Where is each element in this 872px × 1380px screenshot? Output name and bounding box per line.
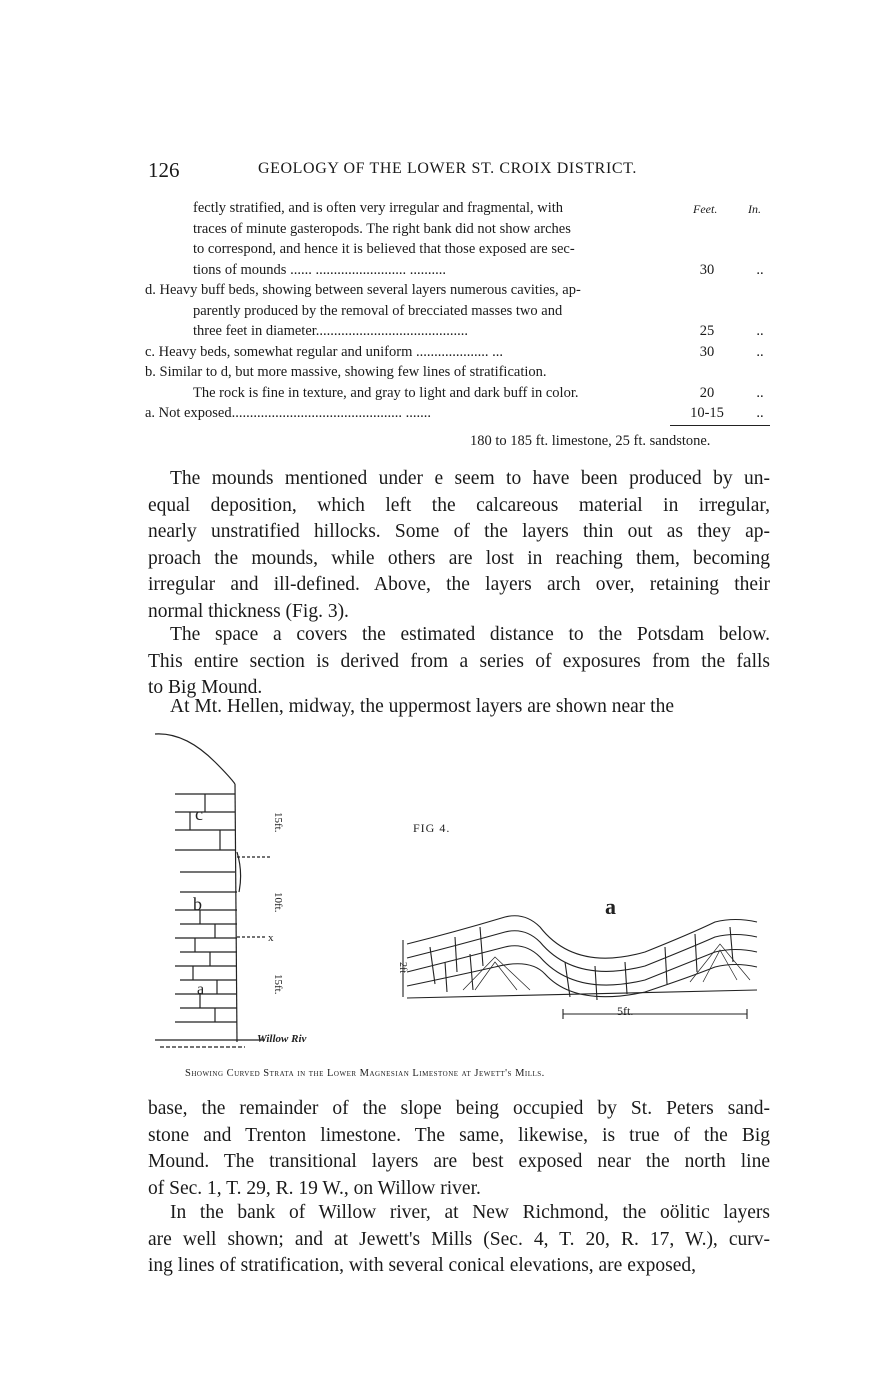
paragraph-line: In the bank of Willow river, at New Richmond, the oölitic layers xyxy=(170,1202,770,1223)
paragraph-line: The mounds mentioned under e seem to have been produced by un- xyxy=(170,468,770,489)
measure-arch-height: 2ft xyxy=(397,962,408,974)
measure-middle: 10ft. xyxy=(272,892,284,913)
arch-label: a xyxy=(605,894,616,919)
paragraph-line: This entire section is derived from a series of exposures from the falls xyxy=(148,650,770,672)
table-row-text: parently produced by the removal of brecciated masses two and xyxy=(193,302,563,319)
table-row-text: b. Similar to d, but more massive, showing few lines of stratification. xyxy=(145,364,547,380)
running-title: GEOLOGY OF THE LOWER ST. CROIX DISTRICT. xyxy=(258,160,637,177)
table-row xyxy=(145,239,770,260)
page-number: 126 xyxy=(148,158,180,182)
table-row xyxy=(145,383,770,404)
table-row-feet: 30 xyxy=(699,261,715,278)
table-row-text: traces of minute gasteropods. The right bank did not show arches xyxy=(193,220,571,237)
figure-label-x: x xyxy=(268,932,274,944)
figure-label-b: b xyxy=(193,894,202,914)
table-row-feet: 10-15 xyxy=(690,405,724,421)
paragraph-line: equal deposition, which left the calcareous material in irregular, xyxy=(148,494,770,516)
table-row xyxy=(145,260,770,281)
paragraph-line: nearly unstratified hillocks. Some of the layers thin out as they ap- xyxy=(148,521,770,542)
table-row-text: a. Not exposed............................................... ....... xyxy=(145,405,431,421)
paragraph-line: base, the remainder of the slope being occupied by St. Peters sand- xyxy=(148,1098,770,1119)
table-row-text: to correspond, and hence it is believed that those exposed are sec- xyxy=(193,241,575,257)
table-row-inches: .. xyxy=(756,323,764,339)
figure-caption: Showing Curved Strata in the Lower Magnesian Limestone at Jewett's Mills. xyxy=(185,1068,545,1079)
paragraph-line: are well shown; and at Jewett's Mills (Sec. 4, T. 20, R. 17, W.), curv- xyxy=(148,1228,770,1250)
figure-4-drawing xyxy=(145,722,770,1062)
table-row xyxy=(145,280,770,301)
paragraph-line: Mound. The transitional layers are best exposed near the north line xyxy=(148,1151,770,1172)
total-rule xyxy=(670,425,770,426)
body-paragraph xyxy=(148,1200,770,1280)
table-row-text: three feet in diameter.......................................... xyxy=(193,323,469,339)
table-row xyxy=(145,362,770,383)
body-paragraph xyxy=(148,1096,770,1202)
paragraph-line: ing lines of stratification, with several conical elevations, are exposed, xyxy=(148,1255,696,1276)
table-row-feet: 25 xyxy=(699,323,715,339)
table-row-text: c. Heavy beds, somewhat regular and uniform .................... ... xyxy=(145,343,503,360)
table-row-inches: .. xyxy=(756,384,764,401)
table-row xyxy=(145,301,770,322)
table-row xyxy=(145,403,770,424)
table-row-inches: .. xyxy=(756,343,764,360)
table-row-feet: 20 xyxy=(699,384,715,401)
table-row-inches: .. xyxy=(756,405,764,421)
stream-label: Willow Riv xyxy=(257,1033,307,1045)
column-header-feet: Feet. xyxy=(693,202,718,216)
figure-label-c: c xyxy=(195,804,203,824)
table-row xyxy=(145,342,770,363)
paragraph-line: stone and Trenton limestone. The same, likewise, is true of the Big xyxy=(148,1124,770,1146)
paragraph-line: of Sec. 1, T. 29, R. 19 W., on Willow river. xyxy=(148,1177,481,1199)
paragraph-line: The space a covers the estimated distance to the Potsdam below. xyxy=(170,624,770,645)
table-row xyxy=(145,198,770,219)
table-row-feet: 30 xyxy=(699,343,715,360)
figure-label-a-left: a xyxy=(197,981,205,998)
body-paragraph xyxy=(148,622,770,702)
body-paragraph xyxy=(148,466,770,625)
paragraph-line: normal thickness (Fig. 3). xyxy=(148,600,349,622)
body-paragraph xyxy=(148,694,770,721)
figure-4 xyxy=(145,722,770,1062)
column-header-inches: In. xyxy=(748,202,761,216)
table-row-text: d. Heavy buff beds, showing between several layers numerous cavities, ap- xyxy=(145,282,581,298)
table-row xyxy=(145,219,770,240)
table-row-inches: .. xyxy=(756,261,764,278)
table-row-text: The rock is fine in texture, and gray to light and dark buff in color. xyxy=(193,384,579,401)
paragraph-line: proach the mounds, while others are lost in reaching them, becoming xyxy=(148,547,770,569)
scale-label: 5ft. xyxy=(617,1004,634,1018)
table-row-text: tions of mounds ...... ......................... .......... xyxy=(193,261,446,278)
section-total: 180 to 185 ft. limestone, 25 ft. sandstone. xyxy=(470,433,711,449)
measure-top: 15ft. xyxy=(272,812,284,833)
table-row xyxy=(145,321,770,342)
table-row-text: fectly stratified, and is often very irregular and fragmental, with xyxy=(193,200,564,216)
figure-number: FIG 4. xyxy=(413,821,451,835)
paragraph-line: irregular and ill-defined. Above, the layers arch over, retaining their xyxy=(148,574,770,595)
paragraph-line: At Mt. Hellen, midway, the uppermost layers are shown near the xyxy=(170,696,674,717)
measure-bottom: 15ft. xyxy=(272,974,284,995)
section-table xyxy=(145,198,770,424)
paragraph-line: to Big Mound. xyxy=(148,677,263,698)
page-header xyxy=(148,158,768,188)
